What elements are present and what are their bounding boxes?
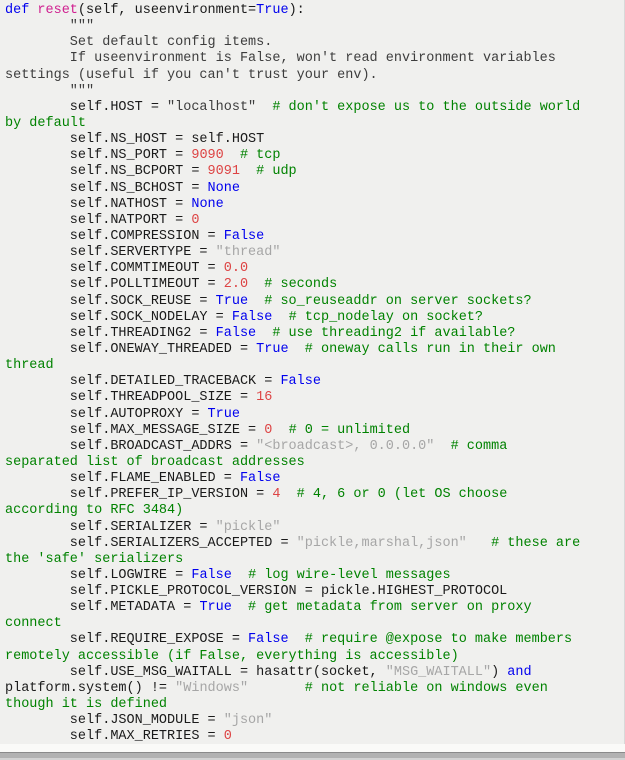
code-token-com: # udp xyxy=(256,164,297,180)
code-token-com: # these are xyxy=(491,535,581,551)
code-line xyxy=(5,439,620,455)
code-line xyxy=(5,729,620,744)
code-token-pl: self.NATPORT = xyxy=(5,212,192,228)
code-line xyxy=(5,568,620,584)
code-token-sd: If useenvironment is False, won't read environment variables xyxy=(5,51,556,67)
code-line xyxy=(5,503,620,519)
code-token-pl: self.BROADCAST_ADDRS = xyxy=(5,438,257,454)
code-token-com: # require @expose to make members xyxy=(304,632,573,648)
code-line xyxy=(5,342,620,358)
code-line xyxy=(5,487,620,503)
code-token-str: "<broadcast>, 0.0.0.0" xyxy=(256,438,435,454)
code-line xyxy=(5,713,620,729)
code-token-pl xyxy=(248,277,264,292)
code-line xyxy=(5,197,620,213)
code-token-kw: True xyxy=(215,293,249,309)
code-line xyxy=(5,600,620,616)
code-line xyxy=(5,100,620,116)
code-token-str: "MSG_WAITALL" xyxy=(385,664,492,680)
code-token-sd: """ xyxy=(5,19,95,35)
code-token-pl: self.MAX_MESSAGE_SIZE = xyxy=(5,422,265,438)
code-line xyxy=(5,665,620,681)
code-token-pl xyxy=(272,423,288,438)
code-token-sd: Set default config items. xyxy=(5,35,273,51)
code-token-pl: (self, useenvironment= xyxy=(77,3,257,18)
code-line xyxy=(5,148,620,164)
code-token-com: # so_reuseaddr on server sockets? xyxy=(264,293,532,309)
code-token-pl: self.REQUIRE_EXPOSE = xyxy=(5,632,249,648)
code-line xyxy=(5,632,620,648)
code-token-kw: False xyxy=(191,567,232,583)
code-line xyxy=(5,51,620,67)
code-token-com: # don't expose us to the outside world xyxy=(272,99,581,115)
code-token-pl: self.THREADING2 = xyxy=(5,325,216,341)
code-token-pl: self.MAX_RETRIES = xyxy=(5,729,224,744)
code-line xyxy=(5,407,620,423)
code-token-pl xyxy=(467,536,491,551)
code-token-com: according to RFC 3484) xyxy=(5,503,184,519)
code-token-com: remotely accessible (if False, everything is accessible) xyxy=(5,648,459,664)
code-line xyxy=(5,616,620,632)
code-line xyxy=(5,584,620,600)
code-token-pl: self.ONEWAY_THREADED = xyxy=(5,341,257,357)
code-token-sd: settings (useful if you can't trust your env). xyxy=(5,67,378,83)
code-token-pl: self.PICKLE_PROTOCOL_VERSION = pickle.HIGHEST_PROTOCOL xyxy=(5,584,508,600)
code-token-num: 0 xyxy=(264,422,273,438)
code-line xyxy=(5,19,620,35)
code-token-pl: self.THREADPOOL_SIZE = xyxy=(5,390,257,406)
code-line xyxy=(5,310,620,326)
code-token-pl xyxy=(256,100,272,115)
code-token-pl: self.JSON_MODULE = xyxy=(5,713,224,729)
code-line xyxy=(5,536,620,552)
code-token-pl: ) xyxy=(491,664,508,680)
code-line xyxy=(5,68,620,84)
code-token-pl: self.NATHOST = xyxy=(5,196,192,212)
code-line xyxy=(5,35,620,51)
code-token-num: 0.0 xyxy=(223,261,249,277)
code-line xyxy=(5,471,620,487)
code-token-pl: platform.system() != xyxy=(5,680,176,696)
code-token-pl: self.SOCK_REUSE = xyxy=(5,293,216,309)
code-token-com: separated list of broadcast addresses xyxy=(5,454,305,470)
code-token-kw: True xyxy=(256,341,289,357)
code-line xyxy=(5,681,620,697)
code-token-com: by default xyxy=(5,115,87,131)
code-token-str: "Windows" xyxy=(175,680,249,696)
code-token-pl xyxy=(256,326,272,341)
code-token-kw: and xyxy=(507,664,532,680)
code-token-kw: False xyxy=(215,325,257,341)
code-token-num: 16 xyxy=(256,390,273,406)
code-line xyxy=(5,277,620,293)
code-token-pl xyxy=(232,600,248,615)
code-line xyxy=(5,132,620,148)
code-token-pl: self.LOGWIRE = xyxy=(5,567,192,583)
code-token-kw: None xyxy=(207,180,240,196)
code-token-num: 0 xyxy=(191,212,200,228)
code-token-kw: False xyxy=(231,309,273,325)
code-token-com: thread xyxy=(5,358,54,374)
code-token-com: # tcp xyxy=(239,148,281,164)
code-token-num: 9091 xyxy=(207,164,240,180)
code-token-pl: self.SERVERTYPE = xyxy=(5,245,216,261)
code-token-pl: self.PREFER_IP_VERSION = xyxy=(5,487,273,503)
code-token-com: the 'safe' serializers xyxy=(5,551,184,567)
code-token-pl: self.SERIALIZERS_ACCEPTED = xyxy=(5,535,297,551)
code-token-com: # not reliable on windows even xyxy=(304,680,548,696)
code-token-pl: self.NS_BCHOST = xyxy=(5,180,208,196)
code-token-sd: """ xyxy=(5,83,95,99)
code-token-pl xyxy=(272,310,288,325)
code-token-pl xyxy=(240,164,256,179)
code-line xyxy=(5,181,620,197)
code-token-str: "json" xyxy=(223,713,273,729)
code-token-pl: self.FLAME_ENABLED = xyxy=(5,471,240,487)
code-line xyxy=(5,423,620,439)
code-token-kw: False xyxy=(223,228,265,244)
code-line xyxy=(5,326,620,342)
code-token-pl: self.DETAILED_TRACEBACK = xyxy=(5,374,281,390)
code-token-str: "thread" xyxy=(215,245,281,261)
code-line xyxy=(5,3,620,19)
code-token-kw: False xyxy=(239,471,281,487)
code-token-com: # oneway calls run in their own xyxy=(304,341,556,357)
code-line xyxy=(5,294,620,310)
code-token-pl: ): xyxy=(288,3,305,18)
code-line xyxy=(5,245,620,261)
code-line xyxy=(5,358,620,374)
code-token-num: 2.0 xyxy=(223,277,249,293)
code-line xyxy=(5,374,620,390)
code-token-pl: self.HOST = xyxy=(5,99,168,115)
code-token-num: 0 xyxy=(223,729,232,744)
code-token-str: "pickle" xyxy=(215,519,281,535)
code-token-pl: self.SOCK_NODELAY = xyxy=(5,309,232,325)
code-token-com: though it is defined xyxy=(5,697,168,713)
code-token-pl: self.NS_PORT = xyxy=(5,148,192,164)
code-line xyxy=(5,649,620,665)
code-token-pl xyxy=(289,342,305,357)
code-line xyxy=(5,455,620,471)
code-token-pl: self.COMPRESSION = xyxy=(5,228,224,244)
code-token-pl: self.USE_MSG_WAITALL = hasattr(socket, xyxy=(5,664,386,680)
code-token-com: # seconds xyxy=(264,277,338,293)
code-line xyxy=(5,213,620,229)
code-line xyxy=(5,390,620,406)
code-line xyxy=(5,520,620,536)
code-line xyxy=(5,164,620,180)
code-token-pl: self.AUTOPROXY = xyxy=(5,406,208,422)
code-line xyxy=(5,84,620,100)
code-token-pl xyxy=(434,439,450,454)
code-token-pl: self.NS_HOST = self.HOST xyxy=(5,132,265,148)
code-token-sd: "localhost" xyxy=(167,99,257,115)
code-token-pl: self.COMMTIMEOUT = xyxy=(5,261,224,277)
code-line xyxy=(5,552,620,568)
code-token-com: # 0 = unlimited xyxy=(288,422,411,438)
code-token-kw: True xyxy=(199,600,232,616)
code-token-num: 9090 xyxy=(191,148,224,164)
code-token-pl: self.NS_BCPORT = xyxy=(5,164,208,180)
code-token-pl: self.POLLTIMEOUT = xyxy=(5,277,224,293)
code-token-com: # log wire-level messages xyxy=(248,567,451,583)
code-token-kw: def xyxy=(5,3,38,18)
code-token-com: # 4, 6 or 0 (let OS choose xyxy=(296,487,508,503)
code-token-pl: self.METADATA = xyxy=(5,600,200,616)
code-token-com: # use threading2 if available? xyxy=(272,325,516,341)
code-line xyxy=(5,697,620,713)
code-line xyxy=(5,261,620,277)
code-token-com: # comma xyxy=(450,438,508,454)
code-token-pl: self.SERIALIZER = xyxy=(5,519,216,535)
code-token-com: # get metadata from server on proxy xyxy=(248,600,532,616)
code-token-pl xyxy=(232,568,248,583)
code-token-pl xyxy=(289,632,305,647)
code-token-kw: True xyxy=(256,3,289,18)
code-token-pl xyxy=(248,294,264,309)
code-token-kw: False xyxy=(280,374,321,390)
code-token-num: 4 xyxy=(272,487,281,503)
code-token-fn: reset xyxy=(37,3,78,18)
code-token-kw: None xyxy=(191,196,224,212)
code-token-str: "pickle,marshal,json" xyxy=(296,535,467,551)
code-token-kw: False xyxy=(248,632,289,648)
code-line xyxy=(5,116,620,132)
code-line xyxy=(5,229,620,245)
code-token-com: # tcp_nodelay on socket? xyxy=(288,309,483,325)
code-token-pl xyxy=(224,148,240,163)
code-token-pl xyxy=(280,487,296,502)
code-token-pl xyxy=(248,681,305,696)
code-token-kw: True xyxy=(207,406,240,422)
code-token-com: connect xyxy=(5,616,62,632)
